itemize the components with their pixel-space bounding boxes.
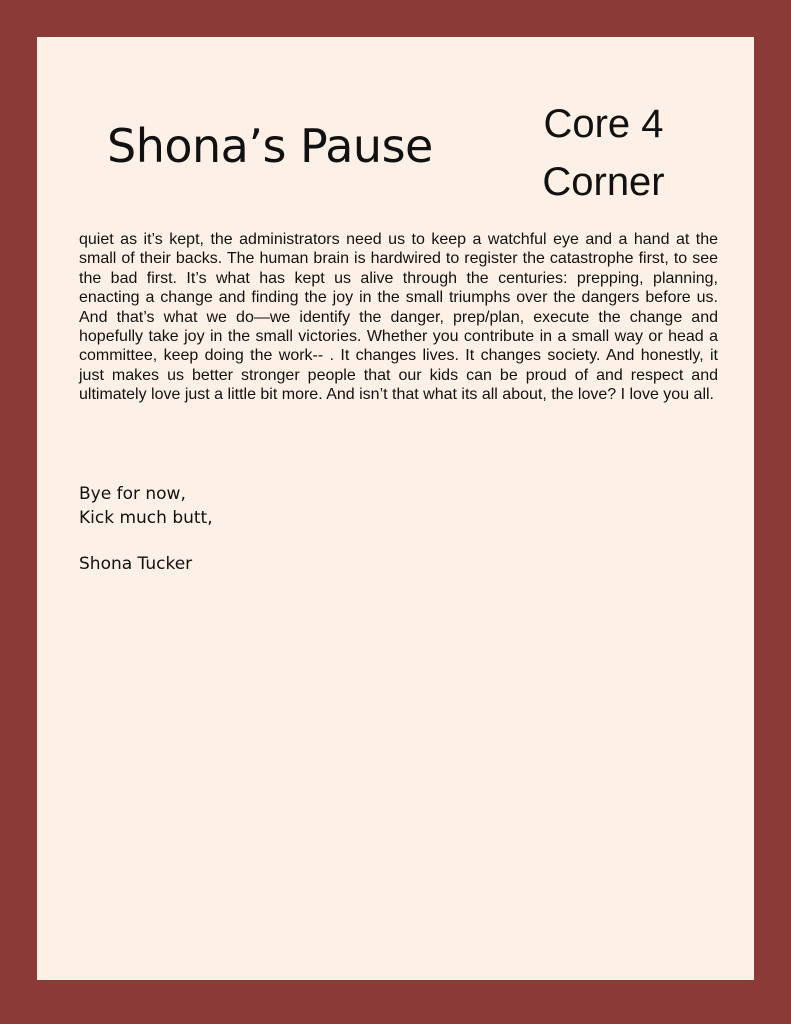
newsletter-page [37, 37, 754, 980]
body-paragraph: quiet as it’s kept, the administrators need us to keep a watchful eye and a hand at the small of their backs. The human brain is hardwired to register the catastrophe first, to see the bad first. It’s what has kept us alive through the centuries: prepping, planning, enacting a change and finding the joy in the small triumphs over the dangers before us. And that’s what we do—we identify the danger, prep/plan, execute the change and hopefully take joy in the small victories. Whether you contribute in a small way or head a committee, keep doing the work-- . It changes lives. It changes society. And honestly, it just makes us better stronger people that our kids can be proud of and respect and ultimately love just a little bit more. And isn’t that what its all about, the love? I love you all. [79, 231, 718, 404]
signoff [79, 482, 213, 530]
corner-label-line-2: Corner [542, 160, 665, 204]
signoff-line-1: Bye for now, [79, 484, 186, 504]
signoff-line-2: Kick much butt, [79, 508, 213, 528]
corner-label [527, 95, 680, 211]
page-title: Shona’s Pause [107, 119, 433, 173]
signature-name: Shona Tucker [79, 554, 193, 574]
corner-label-line-1: Core 4 [543, 102, 664, 146]
